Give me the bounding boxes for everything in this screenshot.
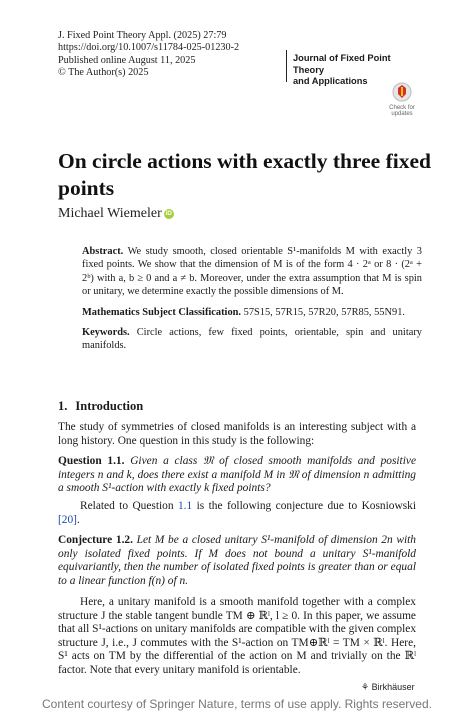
doi-link[interactable]: https://doi.org/10.1007/s11784-025-01230-2 (58, 42, 240, 54)
question-ref-link[interactable]: 1.1 (177, 500, 193, 512)
paper-title: On circle actions with exactly three fixed points (58, 149, 431, 200)
keywords-label: Keywords. (82, 327, 130, 339)
related-end: . (76, 513, 80, 526)
journal-name (286, 50, 422, 87)
conjecture-block (58, 534, 416, 588)
publisher-icon: ⚘ (361, 682, 370, 692)
author-line (58, 206, 174, 222)
section-number: 1. (58, 399, 68, 413)
conjecture-text: Let M be a closed unitary S¹-manifold of dimension 2n with only isolated fixed points. If M does not bound a unitary S¹-manifold equivariantly, then the number of isolated fixed points is greater than or equal to a linear function f(n) of n. (58, 534, 416, 587)
citation-line: J. Fixed Point Theory Appl. (2025) 27:79 (58, 30, 227, 41)
journal-name-line1: Journal of Fixed Point Theory (293, 53, 391, 75)
check-updates-label1: Check for (389, 104, 415, 111)
copyright-line: © The Author(s) 2025 (58, 67, 149, 79)
unitary-paragraph: Here, a unitary manifold is a smooth manifold together with a complex structure J the stable tangent bundle TM ⊕ ℝˡ, l ≥ 0. In this paper, we assume that all S¹-actions on unitary manifolds are compatible with the given complex structure J, i.e., J commutes with the S¹-action on TM⊕ℝˡ = TM × ℝˡ. Here, S¹ acts on TM by the differential of the action on M and trivially on the ℝˡ factor. Note that every unitary manifold is orientable. (58, 596, 417, 676)
intro-paragraph: The study of symmetries of closed manifolds is an interesting subject with a long history. One question in this study is the following: (58, 421, 416, 447)
conjecture-label: Conjecture 1.2. (58, 534, 133, 546)
published-date: Published online August 11, 2025 (58, 54, 196, 66)
abstract-label: Abstract. (82, 246, 124, 257)
check-updates-icon (392, 82, 412, 102)
article-metadata (58, 30, 239, 80)
publisher-name: Birkhäuser (371, 682, 415, 692)
footer-notice: Content courtesy of Springer Nature, terms of use apply. Rights reserved. (42, 697, 432, 711)
abstract (82, 245, 422, 299)
keywords (82, 326, 422, 353)
related-paragraph (58, 500, 416, 527)
check-for-updates-badge[interactable] (384, 82, 420, 116)
keywords-text: Circle actions, few fixed points, orientable, spin and unitary manifolds. (82, 327, 422, 352)
msc-label: Mathematics Subject Classification. (82, 306, 242, 318)
orcid-icon[interactable]: iD (165, 210, 172, 217)
author-name[interactable]: Michael Wiemeler (58, 206, 162, 221)
related-before: Related to Question (80, 500, 178, 512)
question-text: Given a class 𝔐 of closed smooth manifolds and positive integers n and k, does there exist a manifold M in 𝔐 of dimension n admitting a smooth S¹-action with exactly k fixed points? (58, 455, 416, 495)
publisher-logo (361, 682, 415, 693)
section-title: Introduction (75, 399, 144, 413)
citation-link[interactable]: [20] (58, 513, 77, 526)
msc-codes: 57S15, 57R15, 57R20, 57R85, 55N91. (243, 306, 405, 318)
section-heading (58, 399, 151, 414)
check-updates-label2: updates (391, 111, 413, 117)
question-label: Question 1.1. (58, 455, 125, 467)
abstract-section (82, 245, 422, 360)
related-after: is the following conjecture due to Kosniowski (192, 500, 416, 512)
journal-name-line2: and Applications (293, 76, 368, 87)
question-block (58, 455, 416, 496)
msc (82, 306, 422, 319)
abstract-text: We study smooth, closed orientable S¹-manifolds M with exactly 3 fixed points. We show that the dimension of M is of the form 4 · 2ᵃ or 8 · (2ᵃ + 2ᵇ) with a, b ≥ 0 and a ≠ b. Moreover, under the extra assumption that M is spin or unitary, we determine exactly the possible dimensions of M. (82, 246, 422, 298)
